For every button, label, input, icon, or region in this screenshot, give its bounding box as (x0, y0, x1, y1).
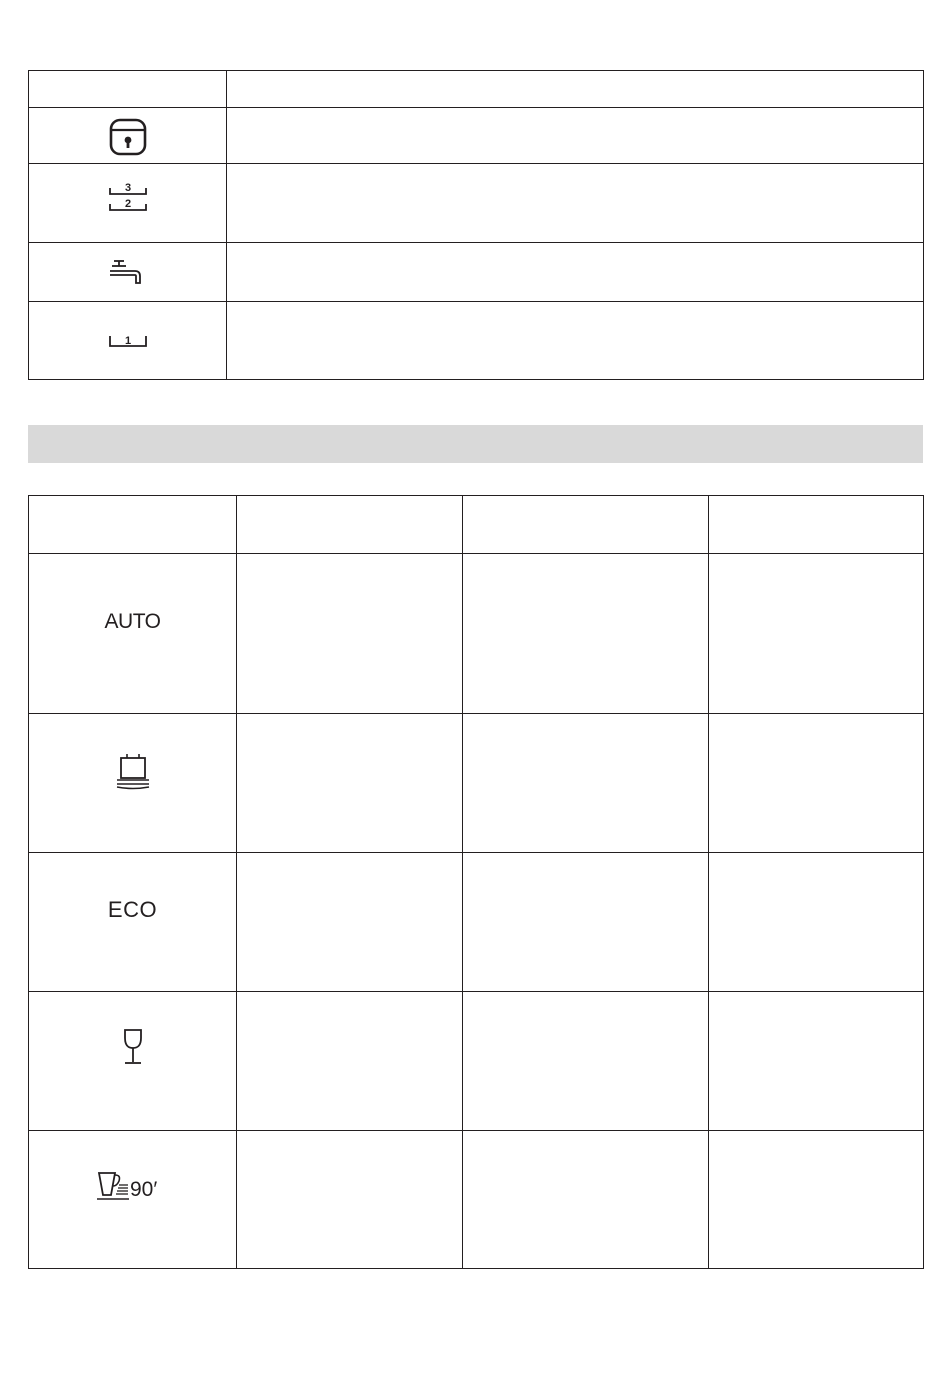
programme-cell (463, 853, 709, 992)
programme-cell (237, 853, 463, 992)
programme-cell (463, 992, 709, 1131)
programme-row-pots-pans (29, 714, 924, 853)
programme-row-auto (29, 554, 924, 714)
salt-icon (106, 330, 150, 354)
programmes-header-cell-1 (29, 496, 237, 554)
auto-programme-label: AUTO (104, 610, 161, 633)
salt-number: 1 (124, 335, 131, 347)
indicator-row-lock (29, 108, 924, 164)
programme-icon-cell (29, 992, 237, 1131)
indicator-row-rinse-aid (29, 243, 924, 302)
quick-90-label: 90′ (129, 1178, 157, 1201)
programme-cell (237, 714, 463, 853)
programme-icon-cell (29, 714, 237, 853)
programme-cell (709, 992, 924, 1131)
indicator-icon-cell (29, 164, 227, 243)
indicator-icon-cell (29, 243, 227, 302)
programmes-header-cell-2 (237, 496, 463, 554)
programme-cell (709, 853, 924, 992)
programmes-header-cell-3 (463, 496, 709, 554)
indicators-table (28, 70, 924, 380)
programme-row-eco (29, 853, 924, 992)
glass-icon (118, 1028, 148, 1068)
programme-row-glass (29, 992, 924, 1131)
programme-cell (237, 1131, 463, 1269)
programme-icon-cell (29, 554, 237, 714)
indicator-row-salt (29, 302, 924, 380)
programme-cell (237, 554, 463, 714)
programme-cell (709, 554, 924, 714)
section-header-bar (28, 425, 923, 463)
multitab-number-top: 3 (124, 182, 131, 194)
indicators-header-cell-1 (29, 71, 227, 108)
indicator-description (227, 243, 924, 302)
programme-cell (237, 992, 463, 1131)
multitab-icon (106, 182, 150, 222)
indicator-icon-cell (29, 302, 227, 380)
indicator-description (227, 108, 924, 164)
indicator-row-multitab (29, 164, 924, 243)
programme-cell (463, 1131, 709, 1269)
programme-cell (709, 714, 924, 853)
programme-icon-cell (29, 853, 237, 992)
programme-icon-cell (29, 1131, 237, 1269)
indicator-description (227, 164, 924, 243)
quick-90-icon (93, 1169, 173, 1209)
programme-cell (463, 554, 709, 714)
indicator-description (227, 302, 924, 380)
multitab-number-bottom: 2 (124, 198, 131, 210)
programmes-header-row (29, 496, 924, 554)
indicators-header-row (29, 71, 924, 108)
indicators-header-cell-2 (227, 71, 924, 108)
eco-programme-label: ECO (107, 897, 158, 922)
programme-row-quick-90 (29, 1131, 924, 1269)
pots-pans-icon (113, 752, 153, 792)
programme-cell (463, 714, 709, 853)
rinse-aid-tap-icon (108, 257, 148, 287)
programme-cell (709, 1131, 924, 1269)
programmes-header-cell-4 (709, 496, 924, 554)
programmes-table (28, 495, 924, 1269)
lock-icon (108, 117, 148, 157)
indicator-icon-cell (29, 108, 227, 164)
